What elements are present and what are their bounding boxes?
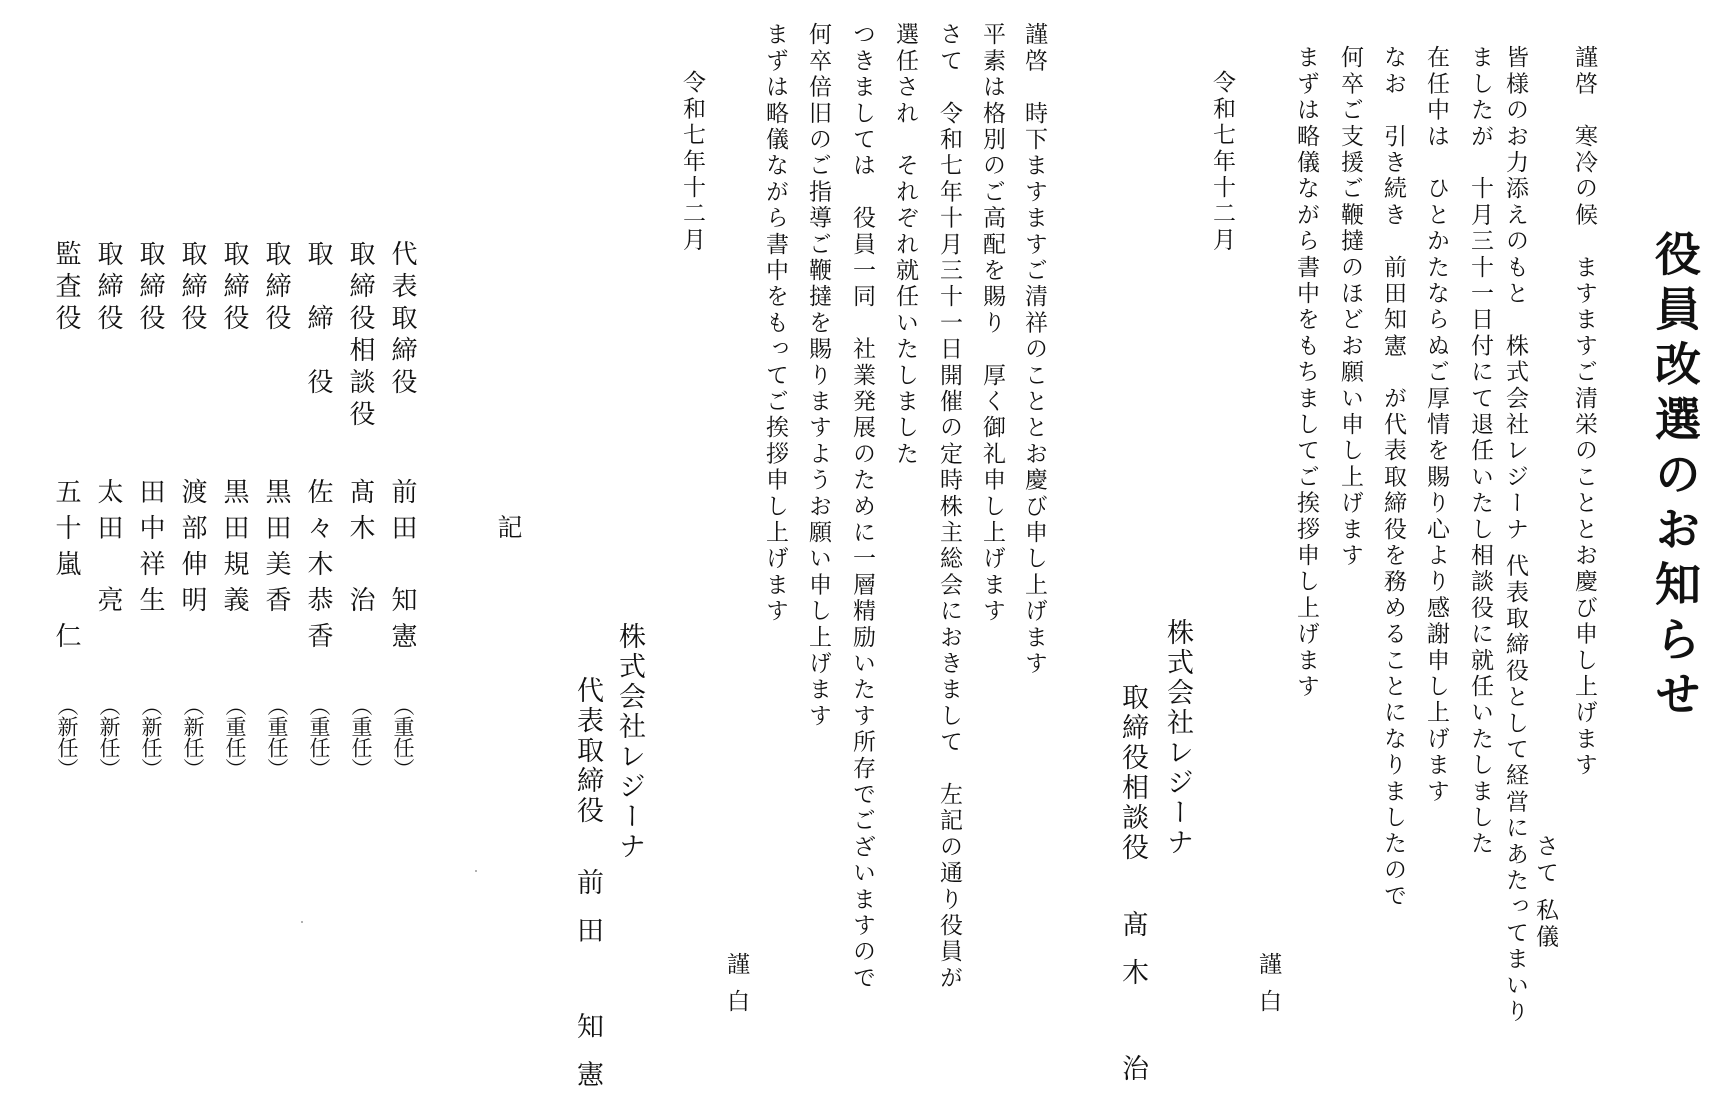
officer-status: （新任） bbox=[139, 695, 163, 779]
left-letter-line-4: 在任中は ひとかたならぬご厚情を賜り心より感謝申し上げます bbox=[1423, 45, 1449, 805]
officer-row bbox=[89, 0, 125, 820]
officer-name: 太田 亮 bbox=[93, 478, 123, 622]
officer-status: （重任） bbox=[265, 695, 289, 779]
left-letter-sate: さて bbox=[1532, 834, 1558, 887]
officer-status: （重任） bbox=[391, 695, 415, 779]
left-letter-position: 取締役相談役 bbox=[1117, 683, 1148, 863]
officer-status: （新任） bbox=[181, 695, 205, 779]
officer-title: 代表取締役 bbox=[387, 240, 417, 400]
officer-row bbox=[341, 0, 377, 820]
right-letter-date: 令和七年十二月 bbox=[679, 70, 705, 254]
officer-title: 取 締 役 bbox=[303, 240, 333, 400]
left-letter-date: 令和七年十二月 bbox=[1209, 70, 1235, 254]
right-letter-line-5: つきましては 役員一同 社業発展のために一層精励いたす所存でございますので bbox=[849, 22, 875, 992]
officer-name: 黒田美香 bbox=[261, 478, 291, 622]
right-letter-closing: 謹白 bbox=[723, 952, 749, 1026]
left-letter-closing: 謹白 bbox=[1255, 952, 1281, 1026]
officer-title: 取締役 bbox=[177, 240, 207, 336]
officer-row bbox=[47, 0, 83, 820]
officer-title: 取締役相談役 bbox=[345, 240, 375, 432]
right-letter-line-4: 選任され それぞれ就任いたしました bbox=[892, 22, 918, 468]
officer-title: 取締役 bbox=[135, 240, 165, 336]
officer-list bbox=[0, 0, 430, 900]
left-letter-watakushi: 私儀 bbox=[1532, 898, 1558, 951]
officer-row bbox=[383, 0, 419, 820]
officer-name: 髙木 治 bbox=[345, 478, 375, 622]
page-title: 役員改選のお知らせ bbox=[1648, 230, 1702, 725]
officer-row bbox=[131, 0, 167, 820]
officer-row bbox=[173, 0, 209, 820]
officer-status: （重任） bbox=[223, 695, 247, 779]
officer-name: 佐々木恭香 bbox=[303, 478, 333, 658]
scan-speck bbox=[301, 921, 303, 923]
officer-row bbox=[215, 0, 251, 820]
scan-speck bbox=[475, 870, 477, 872]
officer-title: 取締役 bbox=[261, 240, 291, 336]
left-letter-line-1: 謹啓 寒冷の候 ますますご清栄のこととお慶び申し上げます bbox=[1571, 45, 1597, 779]
officer-name: 五十嵐 仁 bbox=[51, 478, 81, 658]
left-letter-line-5: なお 引き続き 前田知憲 が代表取締役を務めることになりましたので bbox=[1380, 45, 1406, 910]
left-letter-line-3: ましたが 十月三十一日付にて退任いたし相談役に就任いたしました bbox=[1467, 45, 1493, 858]
right-letter-line-2: 平素は格別のご高配を賜り 厚く御礼申し上げます bbox=[979, 22, 1005, 625]
right-letter-position: 代表取締役 bbox=[572, 676, 603, 826]
left-letter-line-7: まずは略儀ながら書中をもちましてご挨拶申し上げます bbox=[1293, 45, 1319, 700]
officer-row bbox=[257, 0, 293, 820]
officer-status: （重任） bbox=[307, 695, 331, 779]
officer-name: 渡部伸明 bbox=[177, 478, 207, 622]
officer-title: 取締役 bbox=[219, 240, 249, 336]
officer-name: 黒田規義 bbox=[219, 478, 249, 622]
left-letter-line-6: 何卒ご支援ご鞭撻のほどお願い申し上げます bbox=[1337, 45, 1363, 569]
officer-status: （重任） bbox=[349, 695, 373, 779]
right-letter-company: 株式会社レジーナ bbox=[614, 622, 645, 862]
officer-name: 前田 知憲 bbox=[387, 478, 417, 658]
officer-status: （新任） bbox=[97, 695, 121, 779]
right-letter-line-3: さて 令和七年十月三十一日開催の定時株主総会におきまして 左記の通り役員が bbox=[936, 22, 962, 992]
left-letter-company: 株式会社レジーナ bbox=[1162, 618, 1193, 858]
right-letter-line-6: 何卒倍旧のご指導ご鞭撻を賜りますようお願い申し上げます bbox=[805, 22, 831, 730]
officer-name: 田中祥生 bbox=[135, 478, 165, 622]
officer-status: （新任） bbox=[55, 695, 79, 779]
right-letter-signature: 前田 知憲 bbox=[572, 868, 603, 1108]
ki-heading: 記 bbox=[494, 514, 523, 543]
left-letter-line-2: 皆様のお力添えのもと 株式会社レジーナ 代表取締役として経営にあたってまいり bbox=[1502, 45, 1528, 1025]
officer-row bbox=[299, 0, 335, 820]
right-letter-line-7: まずは略儀ながら書中をもってご挨拶申し上げます bbox=[762, 22, 788, 625]
officer-title: 監査役 bbox=[51, 240, 81, 336]
officer-title: 取締役 bbox=[93, 240, 123, 336]
left-letter-signature: 髙木 治 bbox=[1117, 910, 1148, 1102]
right-letter-line-1: 謹啓 時下ますますご清祥のこととお慶び申し上げます bbox=[1021, 22, 1047, 677]
